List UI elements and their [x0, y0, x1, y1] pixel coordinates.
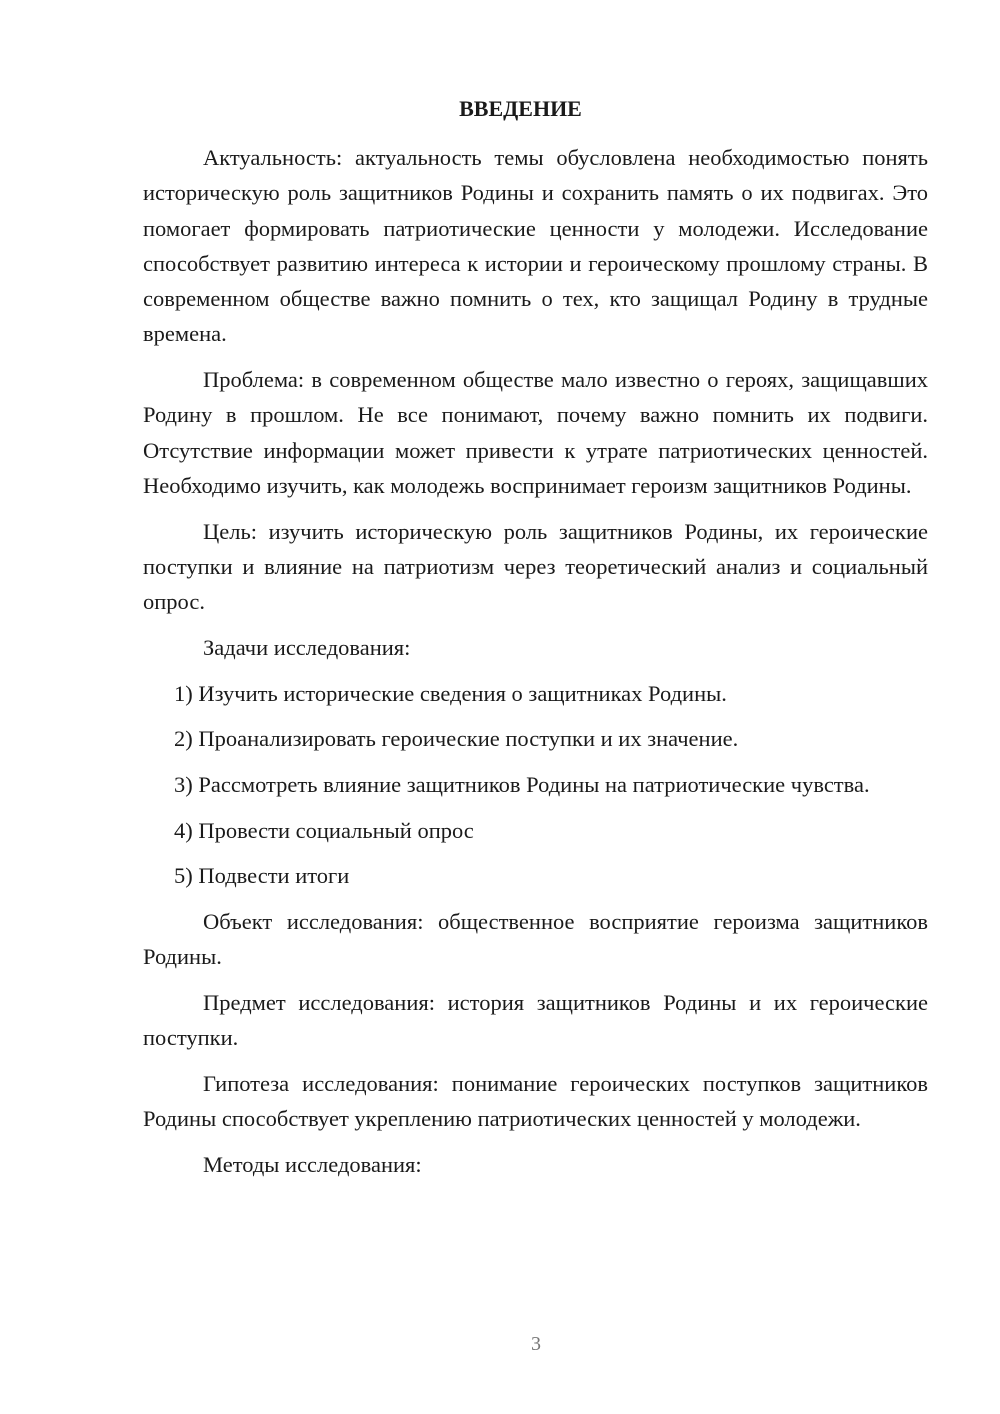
task-item-5: 5) Подвести итоги: [174, 863, 350, 889]
section-heading: ВВЕДЕНИЕ: [459, 96, 582, 121]
task-item-4: 4) Провести социальный опрос: [174, 817, 474, 843]
problem-paragraph: Проблема: в современном обществе мало известно о героях, защищавших Родину в прошлом. Не все понимают, почему важно помнить их подвиги. Отсутствие информации может привести к утрате патриотических ценностей. Необходимо изучить, как молодежь воспринимает героизм защитников Родины.: [143, 367, 928, 499]
relevance-paragraph: Актуальность: актуальность темы обусловлена необходимостью понять историческую роль защитников Родины и сохранить память о их подвигах. Это помогает формировать патриотические ценности у молодежи. Исследование способствует развитию интереса к истории и героическому прошлому страны. В современном обществе важно помнить о тех, кто защищал Родину в трудные времена.: [143, 145, 928, 347]
goal-paragraph: Цель: изучить историческую роль защитников Родины, их героические поступки и влияние на патриотизм через теоретический анализ и социальный опрос.: [143, 518, 928, 615]
page-number: 3: [531, 1333, 541, 1355]
hypothesis-paragraph: Гипотеза исследования: понимание героических поступков защитников Родины способствует укреплению патриотических ценностей у молодежи.: [143, 1071, 928, 1132]
object-paragraph: Объект исследования: общественное восприятие героизма защитников Родины.: [143, 909, 928, 970]
task-item-2: 2) Проанализировать героические поступки и их значение.: [174, 726, 739, 752]
task-item-3: 3) Рассмотреть влияние защитников Родины на патриотические чувства.: [174, 772, 870, 798]
tasks-label: Задачи исследования:: [203, 635, 411, 661]
subject-paragraph: Предмет исследования: история защитников Родины и их героические поступки.: [143, 990, 928, 1051]
methods-label: Методы исследования:: [203, 1152, 422, 1178]
task-item-1: 1) Изучить исторические сведения о защитниках Родины.: [174, 680, 727, 706]
page-body: [143, 94, 928, 1193]
